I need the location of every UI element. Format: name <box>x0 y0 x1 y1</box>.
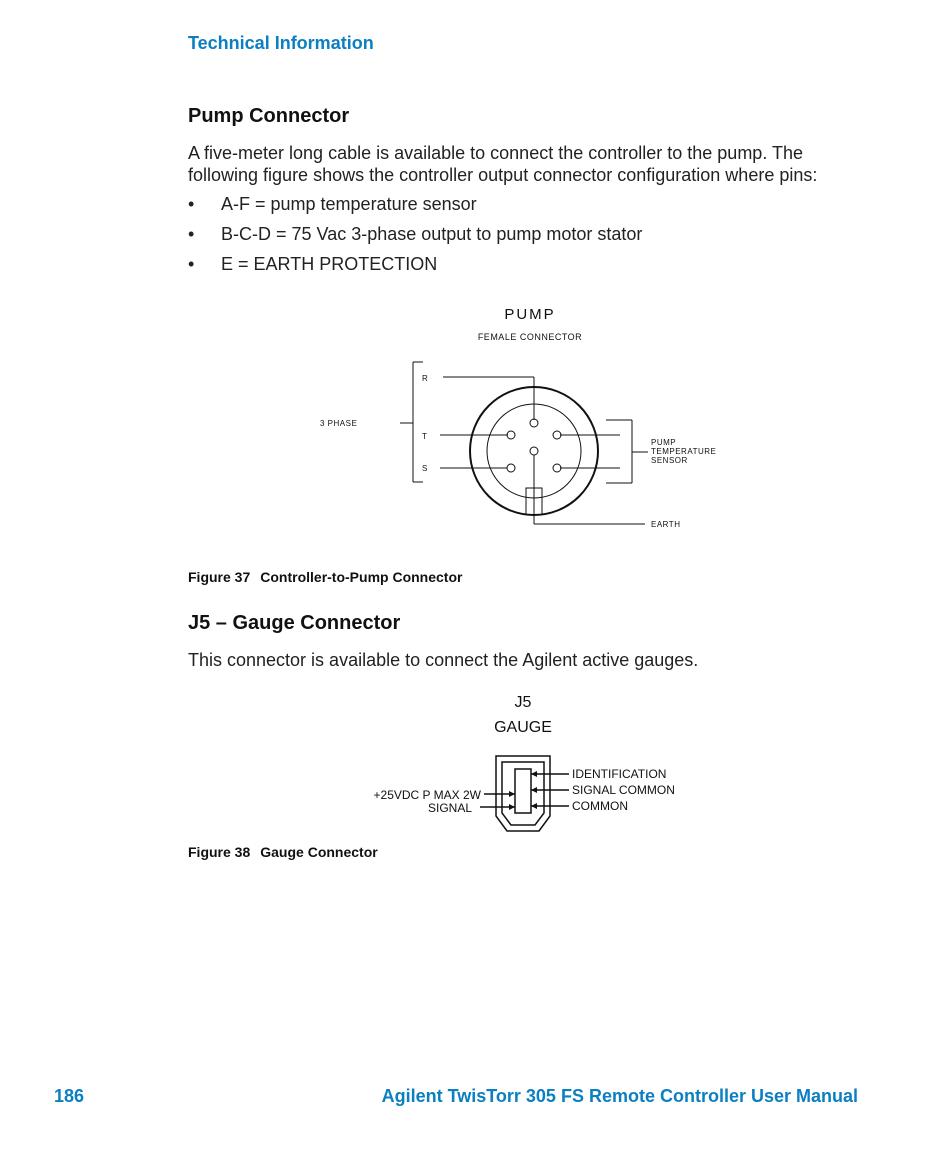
list-item-text: A-F = pump temperature sensor <box>221 194 477 214</box>
pump-diagram-title: PUMP <box>504 306 556 323</box>
figure-38-number: Figure 38 <box>188 844 251 860</box>
pin-label-r: R <box>422 374 428 383</box>
list-item <box>188 253 642 283</box>
bullet-icon: • <box>188 254 195 274</box>
pin-label-s: S <box>422 464 428 473</box>
bullet-icon: • <box>188 224 195 244</box>
pump-connector-intro <box>188 142 868 186</box>
list-item-text: B-C-D = 75 Vac 3-phase output to pump motor stator <box>221 224 643 244</box>
figure-37-number: Figure 37 <box>188 569 251 585</box>
page-number: 186 <box>54 1086 85 1106</box>
list-item-text: E = EARTH PROTECTION <box>221 254 438 274</box>
pin-list <box>188 193 642 283</box>
bullet-icon: • <box>188 194 195 214</box>
gauge-diagram-title-gauge: GAUGE <box>494 719 552 736</box>
pump-connector-heading: Pump Connector <box>188 105 350 127</box>
gauge-signal-common-label: SIGNAL COMMON <box>572 783 675 797</box>
intro-line-2: following figure shows the controller output connector configuration where pins: <box>188 165 818 185</box>
manual-title: Agilent TwisTorr 305 FS Remote Controller User Manual <box>381 1086 858 1106</box>
pin-label-t: T <box>422 432 427 441</box>
section-header: Technical Information <box>188 33 374 53</box>
figure-38-caption <box>188 844 378 860</box>
temp-sensor-label-1: PUMP <box>651 438 677 447</box>
pump-connector-diagram <box>300 300 760 530</box>
list-item <box>188 193 642 223</box>
list-item <box>188 223 642 253</box>
three-phase-label: 3 PHASE <box>320 419 358 428</box>
earth-label: EARTH <box>651 520 681 529</box>
gauge-connector-heading: J5 – Gauge Connector <box>188 612 401 634</box>
gauge-diagram-title-j5: J5 <box>514 694 532 711</box>
gauge-connector-diagram <box>355 688 685 838</box>
figure-37-caption <box>188 569 462 585</box>
temp-sensor-label-3: SENSOR <box>651 456 688 465</box>
gauge-connector-intro: This connector is available to connect the Agilent active gauges. <box>188 650 699 670</box>
gauge-identification-label: IDENTIFICATION <box>572 767 667 781</box>
gauge-signal-label: SIGNAL <box>427 801 472 815</box>
figure-38-text: Gauge Connector <box>260 844 378 860</box>
pump-diagram-subtitle: FEMALE CONNECTOR <box>477 332 583 342</box>
gauge-power-label: +25VDC P MAX 2W <box>373 788 481 802</box>
figure-37-text: Controller-to-Pump Connector <box>260 569 463 585</box>
intro-line-1: A five-meter long cable is available to connect the controller to the pump. The <box>188 143 804 163</box>
gauge-common-label: COMMON <box>572 799 628 813</box>
temp-sensor-label-2: TEMPERATURE <box>651 447 717 456</box>
